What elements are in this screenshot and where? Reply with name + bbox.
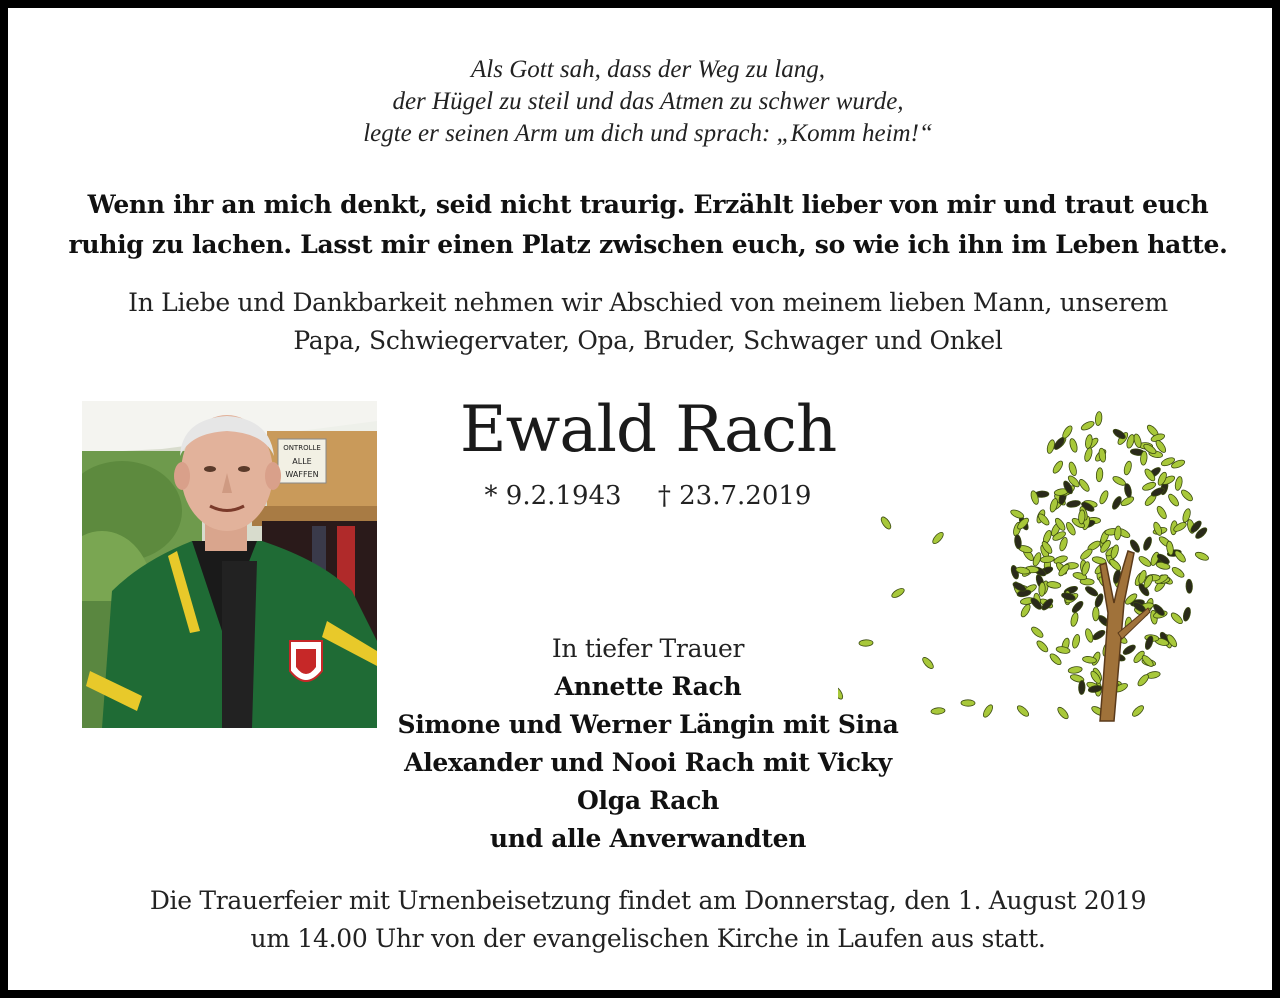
leaf-icon <box>1068 461 1078 476</box>
leaf-icon <box>1049 498 1059 513</box>
mourner-name: Simone und Werner Längin mit Sina <box>397 710 899 739</box>
leaf-icon <box>890 587 905 600</box>
mourner-name: Annette Rach <box>554 672 742 701</box>
poem <box>8 54 1280 150</box>
leaf-icon <box>1040 555 1055 563</box>
leaf-icon <box>1066 500 1081 509</box>
leaf-icon <box>1061 424 1074 439</box>
leaf-icon <box>1098 490 1110 505</box>
sign-text: ONTROLLE <box>283 444 321 452</box>
farewell-line: In Liebe und Dankbarkeit nehmen wir Abschied von meinem lieben Mann, unserem <box>128 288 1168 317</box>
leaf-icon <box>1124 483 1133 498</box>
leaf-icon <box>1194 551 1209 562</box>
mourner-name: Olga Rach <box>577 786 719 815</box>
leaf-icon <box>1096 468 1104 483</box>
poem-line: der Hügel zu steil und das Atmen zu schwer wurde, <box>392 88 904 115</box>
leaf-icon <box>1079 547 1094 561</box>
poem-line: Als Gott sah, dass der Weg zu lang, <box>471 56 825 83</box>
birth-date: * 9.2.1943 <box>484 481 622 511</box>
leaf-icon <box>1112 475 1127 487</box>
leaf-icon <box>1014 534 1022 549</box>
mourner-name: Alexander und Nooi Rach mit Vicky <box>404 748 892 777</box>
death-date: † 23.7.2019 <box>657 481 812 511</box>
deceased-name: Ewald Rach <box>459 393 837 467</box>
quote-line: Wenn ihr an mich denkt, seid nicht traurig. Erzählt lieber von mir und traut euch <box>87 190 1209 219</box>
leaf-icon <box>1186 579 1193 593</box>
mourners-block <box>8 630 1280 858</box>
leaf-icon <box>1019 603 1032 618</box>
leaf-icon <box>1061 592 1076 602</box>
leaf-icon <box>1093 607 1100 621</box>
mourner-name: und alle Anverwandten <box>489 824 807 853</box>
poem-line: legte er seinen Arm um dich und sprach: „Komm heim!“ <box>363 120 933 147</box>
leaf-icon <box>1171 566 1186 580</box>
sign-text: WAFFEN <box>285 470 319 479</box>
leaf-icon <box>1137 555 1152 569</box>
leaf-icon <box>1069 438 1079 453</box>
service-info <box>8 882 1280 958</box>
leaf-icon <box>1114 526 1122 541</box>
leaf-icon <box>1170 611 1185 625</box>
leaf-icon <box>879 515 892 530</box>
memorial-quote <box>8 185 1280 265</box>
leaf-icon <box>1174 476 1183 491</box>
leaf-icon <box>1084 585 1099 598</box>
sign-text: ALLE <box>292 457 312 466</box>
leaf-icon <box>1142 536 1153 551</box>
leaf-icon <box>1155 505 1168 520</box>
leaf-icon <box>1046 581 1061 589</box>
quote-line: ruhig zu lachen. Lasst mir einen Platz zwischen euch, so wie ich ihn im Leben hatte. <box>68 230 1228 259</box>
service-line: um 14.00 Uhr von der evangelischen Kirche in Laufen aus statt. <box>250 924 1046 953</box>
leaf-icon <box>1110 544 1120 559</box>
leaf-icon <box>1046 439 1056 454</box>
mourners-intro: In tiefer Trauer <box>551 634 745 663</box>
service-line: Die Trauerfeier mit Urnenbeisetzung findet am Donnerstag, den 1. August 2019 <box>149 886 1147 915</box>
leaf-icon <box>1133 433 1143 448</box>
leaf-icon <box>931 531 945 546</box>
leaf-icon <box>1123 460 1133 475</box>
leaf-icon <box>1083 447 1093 462</box>
farewell-line: Papa, Schwiegervater, Opa, Bruder, Schwager und Onkel <box>293 326 1003 355</box>
leaf-icon <box>1070 612 1080 627</box>
leaf-icon <box>1010 508 1025 520</box>
leaf-icon <box>1167 493 1181 508</box>
leaf-icon <box>1166 541 1175 556</box>
leaf-icon <box>1095 411 1103 426</box>
farewell-text <box>8 284 1280 360</box>
leaf-icon <box>1080 420 1095 432</box>
leaf-icon <box>1051 460 1064 475</box>
leaf-icon <box>1182 607 1192 622</box>
leaf-icon <box>1180 488 1195 502</box>
